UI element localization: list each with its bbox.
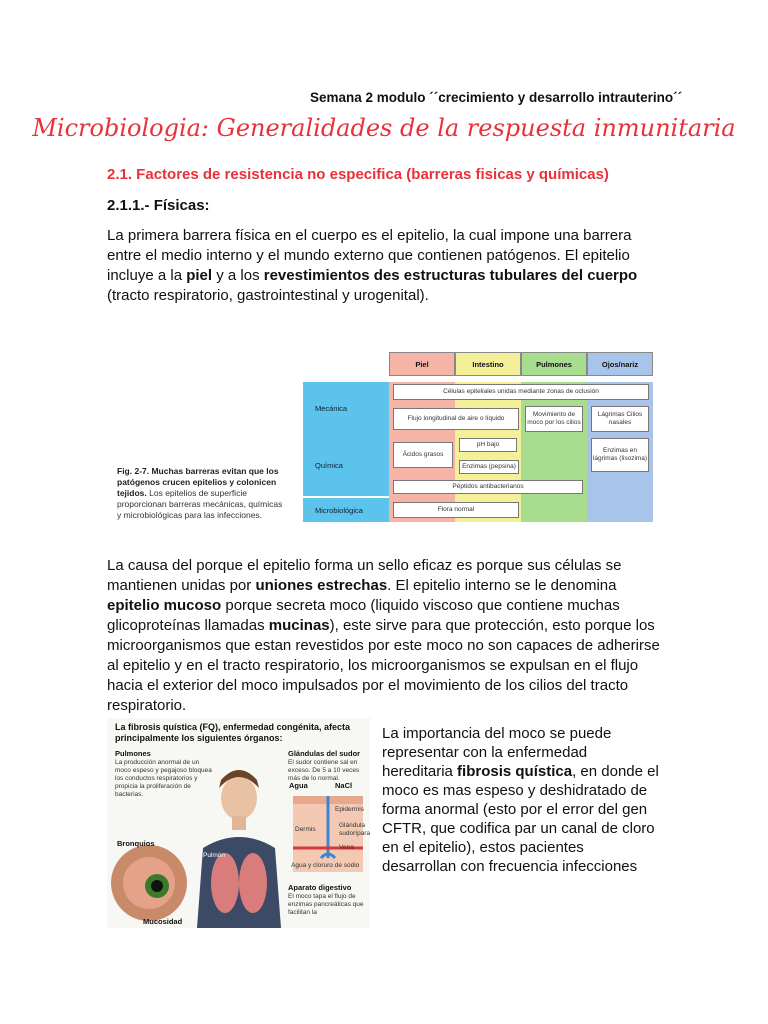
- agua-cloruro-label: Agua y cloruro de sodio: [291, 862, 360, 869]
- pulmones-note: Pulmones La producción anormal de un moco espeso y pegajoso bloquea los conductos respiratorios y propicia la proliferación de bacterias.: [115, 749, 212, 798]
- mucosidad-label: Mucosidad: [143, 917, 183, 926]
- box-flora: Flora normal: [393, 502, 519, 518]
- glandula-label: Glándula sudorípara: [339, 822, 370, 837]
- column-cells-intestino: [455, 382, 521, 522]
- column-header-ojos-nariz: Ojos/nariz: [587, 352, 653, 376]
- term-fibrosis: fibrosis quística: [457, 763, 573, 780]
- barriers-table: [303, 352, 653, 522]
- aparato-note: Aparato digestivo El moco tapa el flujo de enzimas pancreáticas que facilitan la: [288, 883, 364, 916]
- nacl-label: NaCl: [335, 781, 353, 790]
- box-movimiento: Movimiento de moco por los cilios: [525, 406, 583, 432]
- paragraph-cystic-fibrosis: La importancia del moco se puede representar con la enfermedad hereditaria fibrosis quística, en donde el moco es mas espeso y deshidratado de forma anormal (esto por el error del gen CFTR, que codifica par un canal de cloro en el epitelio), estos pacientes desarrollan con frecuencia infecciones: [382, 725, 659, 875]
- box-lagrimas: Lágrimas Cilios nasales: [591, 406, 649, 432]
- figure-caption: Fig. 2-7. Muchas barreras evitan que los patógenos crucen epitelios y colonicen tejidos. Los epitelios de superficie proporcionan barreras mecánicas, químicas y microbiológicas para las infecciones.: [117, 466, 283, 520]
- agua-label: Agua: [289, 781, 308, 790]
- dermis-label: Dermis: [295, 826, 316, 833]
- epidermis-label: Epidermis: [335, 806, 364, 813]
- box-ph: pH bajo: [459, 438, 517, 452]
- box-celulas: Células epiteliales unidas mediante zonas de oclusión: [393, 384, 649, 400]
- row-label-mecanica: Mecánica: [303, 382, 389, 434]
- week-header: Semana 2 modulo ´´crecimiento y desarrollo intrauterino´´: [310, 90, 683, 105]
- term-epitelio-mucoso: epitelio mucoso: [107, 597, 222, 614]
- cystic-fibrosis-figure: [107, 718, 370, 928]
- box-flujo: Flujo longitudinal de aire o líquido: [393, 408, 519, 430]
- column-header-pulmones: Pulmones: [521, 352, 587, 376]
- figure2-title: La fibrosis quística (FQ), enfermedad congénita, afecta principalmente los siguientes órganos:: [115, 722, 351, 743]
- paragraph-epithelium: La primera barrera física en el cuerpo es el epitelio, la cual impone una barrera entre el medio interno y el mundo externo que contienen patógenos. El epitelio incluye a la piel y a los revestimientos des estructuras tubulares del cuerpo (tracto respiratorio, gastrointestinal y urogenital).: [107, 227, 638, 304]
- box-enzimas-pepsina: Enzimas (pepsina): [459, 460, 519, 474]
- pulmon-label: Pulmón: [203, 852, 226, 859]
- row-label-microbiologica: Microbiológica: [303, 498, 389, 522]
- vena-label: Vena: [339, 844, 354, 851]
- column-cells-pulmones: [521, 382, 587, 522]
- subsection-heading: 2.1.1.- Físicas:: [107, 197, 210, 214]
- row-label-quimica: Química: [303, 434, 389, 496]
- term-uniones: uniones estrechas: [255, 577, 388, 594]
- term-piel: piel: [186, 267, 213, 284]
- box-peptidos: Péptidos antibacterianos: [393, 480, 583, 494]
- term-revestimientos: revestimientos des estructuras tubulares del cuerpo: [263, 267, 638, 284]
- bronquios-label: Bronquios: [117, 839, 155, 848]
- page-title: Microbiologia: Generalidades de la respuesta inmunitaria: [32, 114, 736, 142]
- box-acidos: Ácidos grasos: [393, 442, 453, 468]
- paragraph-tight-junctions: La causa del porque el epitelio forma un sello eficaz es porque sus células se mantienen unidas por uniones estrechas. El epitelio interno se le denomina epitelio mucoso porque secreta moco (liquido viscoso que contiene muchas glicoproteínas llamadas mucinas), este sirve para que protección, esto porque los microorganismos que estan revestidos por este moco no son capaces de adherirse al epitelio y en el tracto respiratorio, los microorganismos se expulsan en el flujo hacia el exterior del moco impulsados por el movimiento de los cilios del tracto respiratorio.: [107, 557, 660, 714]
- column-header-intestino: Intestino: [455, 352, 521, 376]
- term-mucinas: mucinas: [268, 617, 330, 634]
- column-header-piel: Piel: [389, 352, 455, 376]
- box-enzimas-lagrimas: Enzimas en lágrimas (lisozima): [591, 438, 649, 472]
- section-heading: 2.1. Factores de resistencia no especifica (barreras fisicas y químicas): [107, 166, 609, 183]
- glandulas-note: Glándulas del sudor El sudor contiene sal en exceso. De 5 a 10 veces más de lo normal.: [288, 749, 361, 782]
